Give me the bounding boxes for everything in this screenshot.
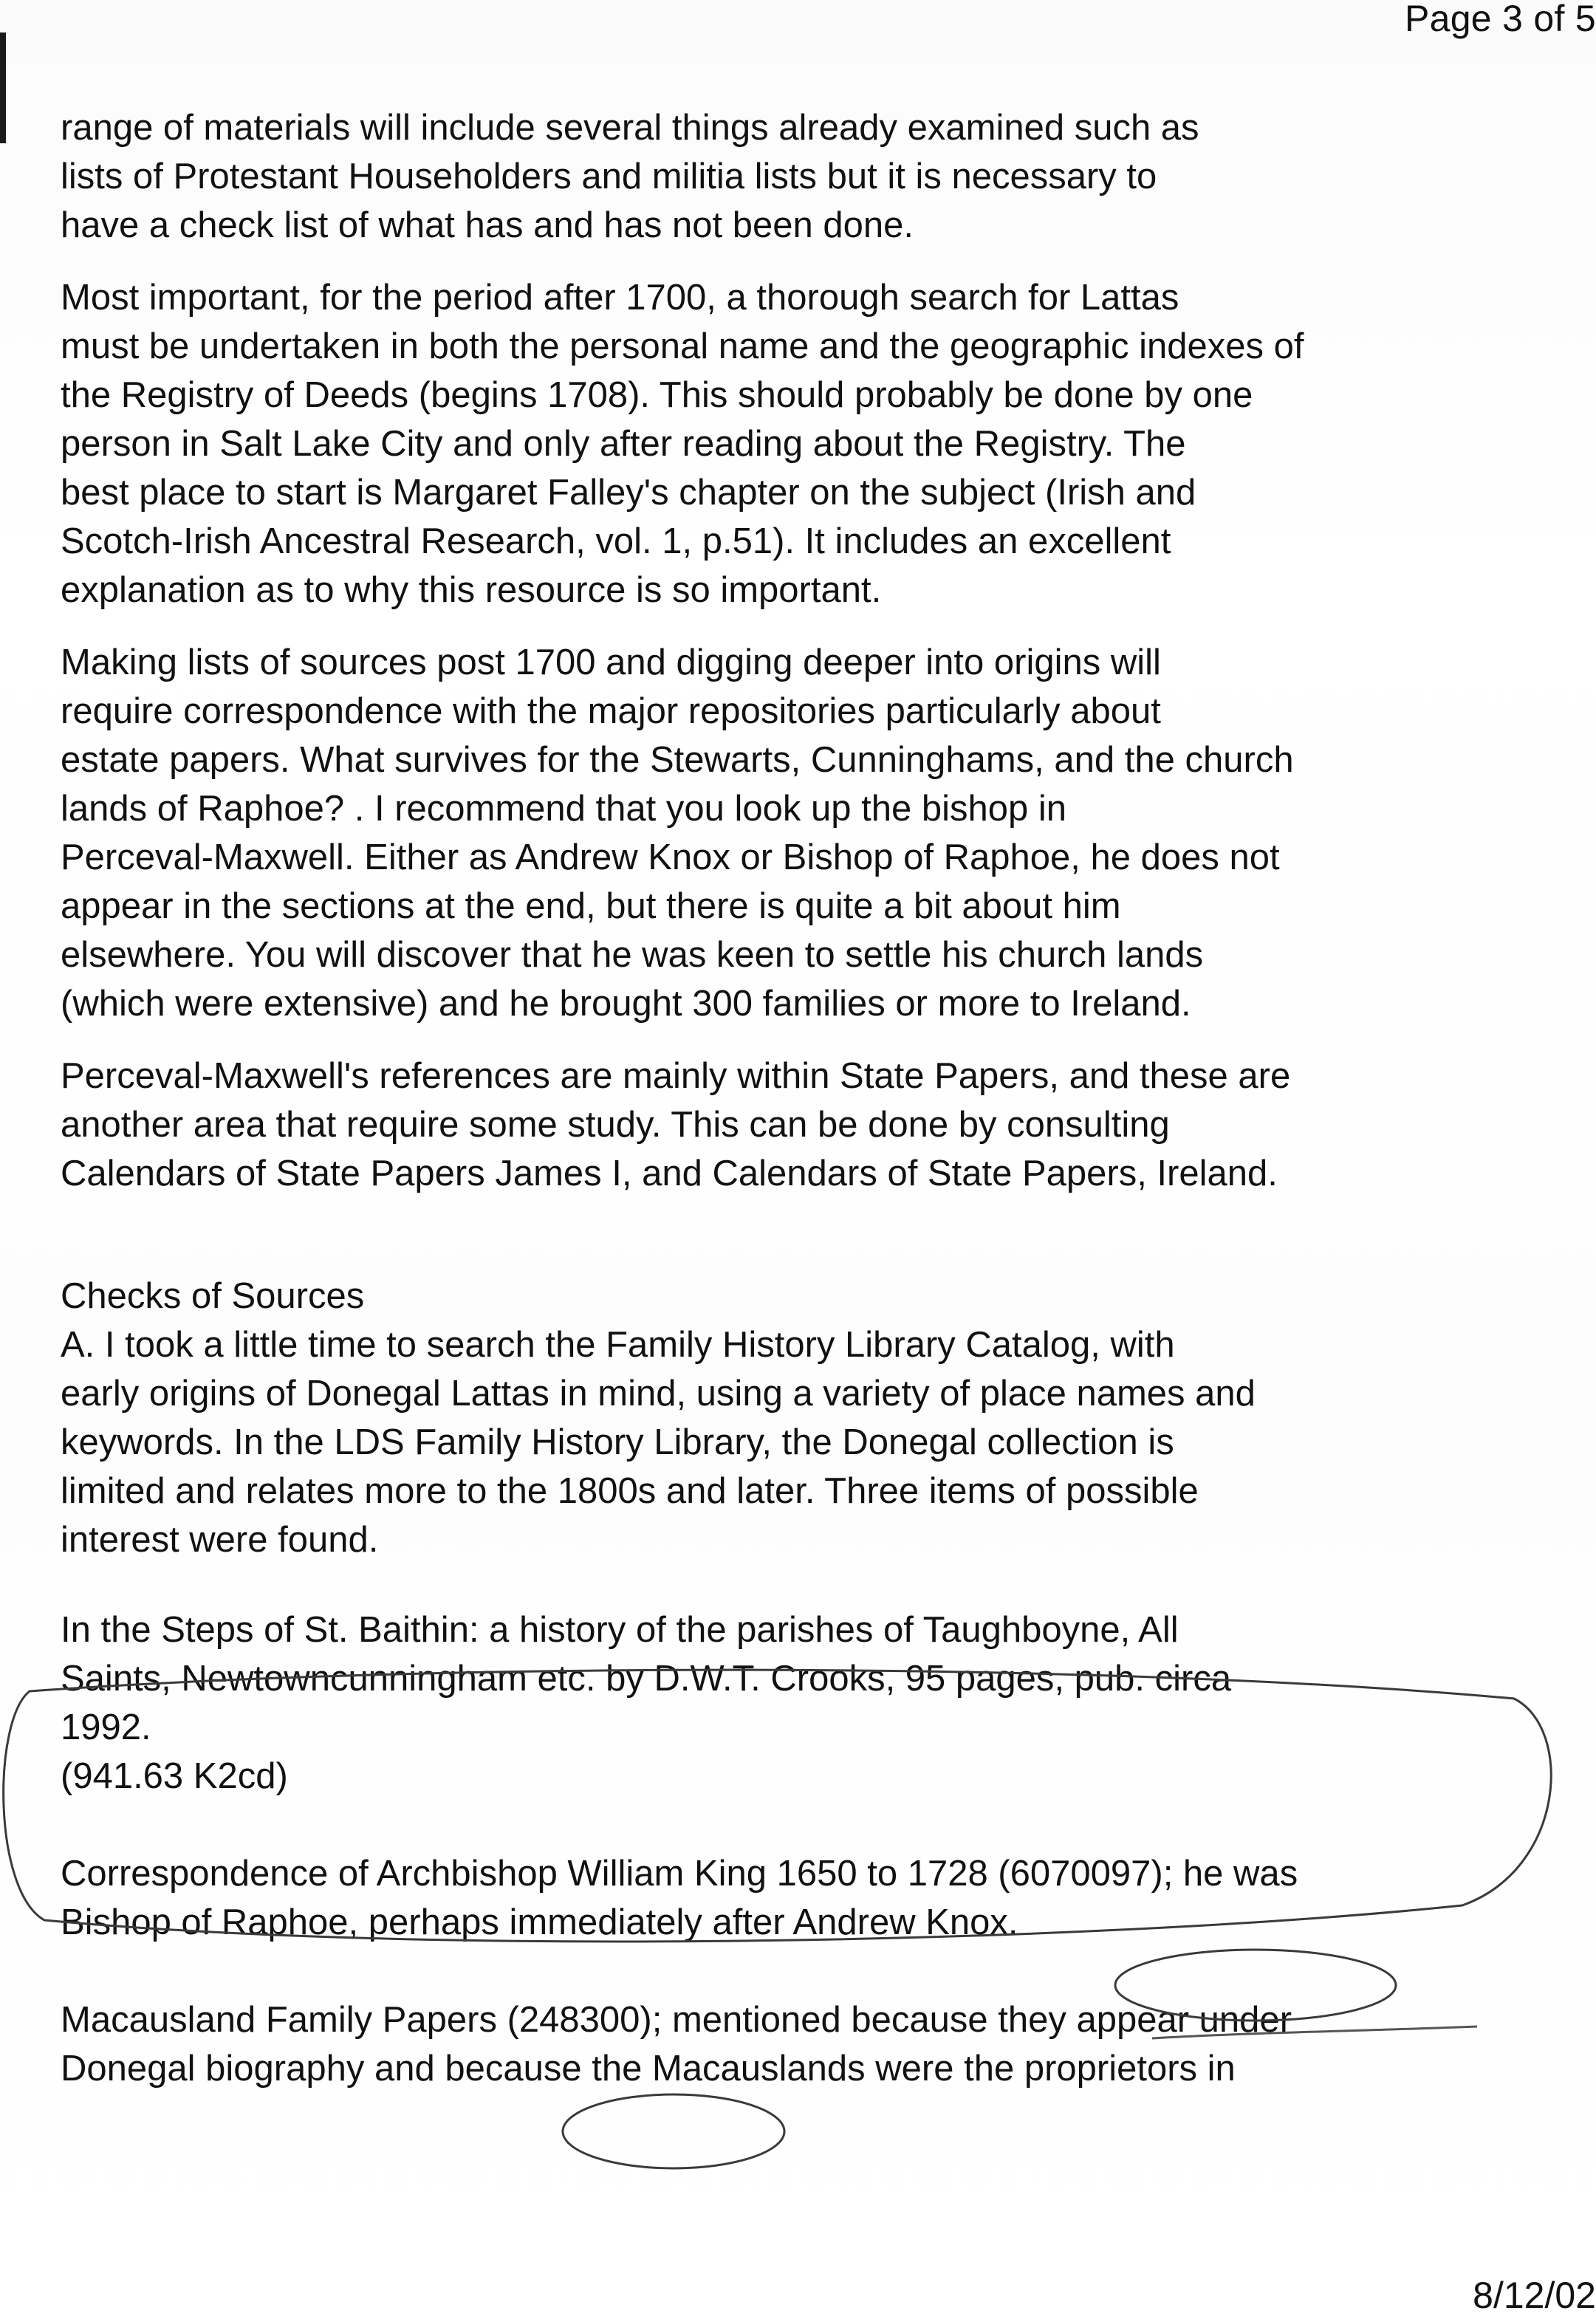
- text-line: must be undertaken in both the personal name and the geographic indexes of: [61, 326, 1304, 366]
- entry-steps-of-st-baithin: [61, 1606, 1538, 1801]
- text-line: explanation as to why this resource is so important.: [61, 570, 882, 610]
- paragraph-checks-of-sources: [61, 1272, 1538, 1564]
- text-line: the Registry of Deeds (begins 1708). This should probably be done by one: [61, 375, 1253, 415]
- text-line: In the Steps of St. Baithin: a history of the parishes of Taughboyne, All: [61, 1610, 1179, 1650]
- text-line: Perceval-Maxwell. Either as Andrew Knox or Bishop of Raphoe, he does not: [61, 837, 1280, 877]
- text-line: Saints, Newtowncunningham etc. by D.W.T. Crooks, 95 pages, pub. circa: [61, 1659, 1232, 1699]
- document-date: 8/12/02: [1473, 2275, 1596, 2316]
- text-line: person in Salt Lake City and only after reading about the Registry. The: [61, 424, 1186, 464]
- paragraph-spacer: [61, 1564, 1538, 1606]
- text-line: Macausland Family Papers (248300); mentioned because they appear under: [61, 2000, 1292, 2040]
- paragraph-spacer: [61, 1028, 1538, 1052]
- text-line: Donegal biography and because the Macauslands were the proprietors in: [61, 2049, 1236, 2089]
- hand-drawn-circle-248300: [563, 2094, 784, 2168]
- text-line: have a check list of what has and has not been done.: [61, 205, 914, 245]
- text-line: another area that require some study. This can be done by consulting: [61, 1105, 1170, 1145]
- paragraph-spacer: [61, 614, 1538, 638]
- text-line: 1992.: [61, 1707, 151, 1747]
- text-line: Most important, for the period after 1700, a thorough search for Lattas: [61, 278, 1179, 318]
- text-line: limited and relates more to the 1800s and later. Three items of possible: [61, 1471, 1199, 1511]
- text-line: interest were found.: [61, 1520, 379, 1560]
- text-line: Correspondence of Archbishop William King 1650 to 1728 (6070097); he was: [61, 1854, 1298, 1894]
- text-line: (941.63 K2cd): [61, 1756, 288, 1796]
- text-line: A. I took a little time to search the Family History Library Catalog, with: [61, 1325, 1175, 1365]
- paragraph-spacer: [61, 1801, 1538, 1849]
- paragraph-state-papers: [61, 1052, 1538, 1198]
- text-line: Making lists of sources post 1700 and digging deeper into origins will: [61, 643, 1161, 682]
- text-line: appear in the sections at the end, but there is quite a bit about him: [61, 886, 1121, 926]
- text-line: elsewhere. You will discover that he was keen to settle his church lands: [61, 935, 1204, 975]
- scan-edge-mark: [0, 32, 6, 143]
- text-line: keywords. In the LDS Family History Library, the Donegal collection is: [61, 1422, 1174, 1462]
- paragraph-materials-range: [61, 103, 1538, 250]
- text-line: best place to start is Margaret Falley's chapter on the subject (Irish and: [61, 473, 1196, 513]
- document-body: [61, 103, 1538, 2093]
- text-line: require correspondence with the major repositories particularly about: [61, 691, 1161, 731]
- text-line: Perceval-Maxwell's references are mainly within State Papers, and these are: [61, 1056, 1291, 1096]
- text-line: (which were extensive) and he brought 300 families or more to Ireland.: [61, 984, 1191, 1024]
- paragraph-spacer: [61, 1198, 1538, 1272]
- paragraph-spacer: [61, 250, 1538, 273]
- text-line: estate papers. What survives for the Stewarts, Cunninghams, and the church: [61, 740, 1294, 780]
- paragraph-sources-post-1700: [61, 638, 1538, 1028]
- text-line: early origins of Donegal Lattas in mind, using a variety of place names and: [61, 1374, 1256, 1414]
- entry-archbishop-king: [61, 1849, 1538, 1947]
- paragraph-spacer: [61, 1947, 1538, 1995]
- text-line: range of materials will include several things already examined such as: [61, 108, 1199, 148]
- text-line: Calendars of State Papers James I, and Calendars of State Papers, Ireland.: [61, 1154, 1278, 1193]
- entry-macausland-papers: [61, 1995, 1538, 2093]
- text-line: lists of Protestant Householders and militia lists but it is necessary to: [61, 157, 1157, 196]
- text-line: Scotch-Irish Ancestral Research, vol. 1, p.51). It includes an excellent: [61, 521, 1171, 561]
- page-number-header: Page 3 of 5: [1404, 0, 1596, 39]
- paragraph-registry-of-deeds: [61, 273, 1538, 614]
- text-line: lands of Raphoe? . I recommend that you look up the bishop in: [61, 789, 1066, 829]
- section-heading: Checks of Sources: [61, 1276, 365, 1316]
- text-line: Bishop of Raphoe, perhaps immediately after Andrew Knox.: [61, 1902, 1018, 1942]
